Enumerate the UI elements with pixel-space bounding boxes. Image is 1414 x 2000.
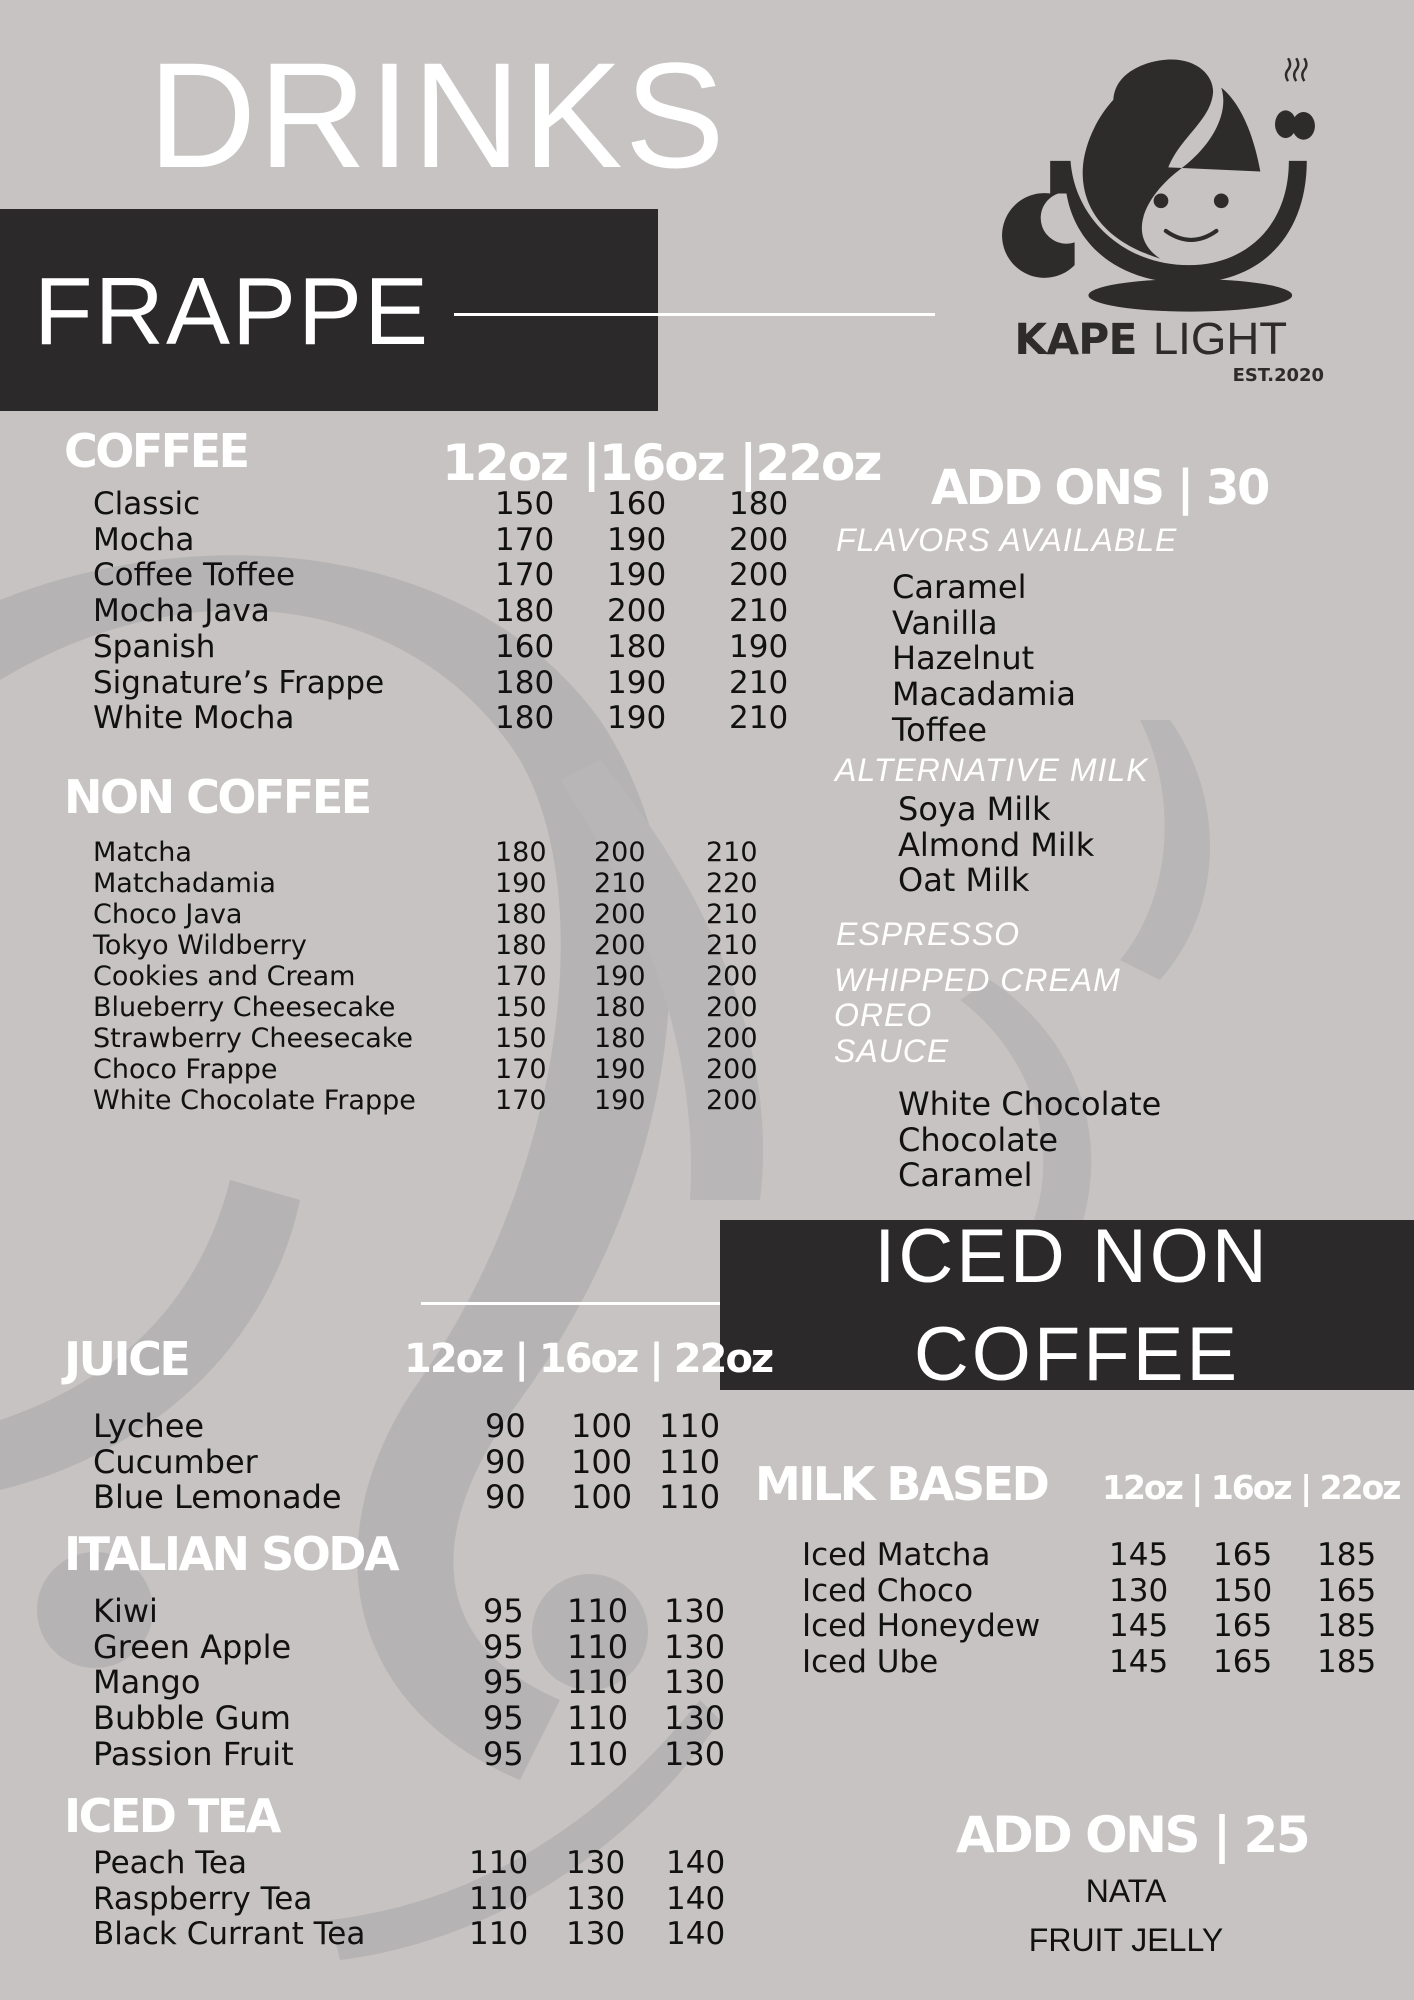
menu-item-name: White Mocha <box>93 700 295 737</box>
add-on-item: NATA <box>1085 1873 1167 1909</box>
menu-item-row <box>93 664 789 702</box>
juice-menu-list <box>93 1407 721 1517</box>
coffee-menu-list <box>93 486 789 737</box>
menu-item-price: 95 <box>483 1592 524 1630</box>
menu-item-price: 110 <box>469 1916 529 1952</box>
menu-item-name: Green Apple <box>93 1627 292 1666</box>
divider-line <box>454 313 935 316</box>
menu-item-price: 210 <box>729 700 789 737</box>
add-on-item: Chocolate <box>898 1120 1059 1159</box>
menu-item-row <box>93 1845 726 1882</box>
menu-item-price: 95 <box>483 1699 524 1738</box>
menu-item-price: 140 <box>666 1880 726 1917</box>
menu-item-row <box>93 1592 726 1630</box>
add-on-item: Oat Milk <box>898 861 1030 900</box>
menu-item-price: 110 <box>567 1699 629 1738</box>
menu-item-price: 150 <box>1213 1572 1273 1609</box>
menu-item-name: Mocha Java <box>93 593 270 630</box>
section-heading-milk-based: MILK BASED <box>755 1457 1048 1511</box>
menu-item-price: 140 <box>666 1916 726 1952</box>
menu-item-row <box>93 1442 721 1481</box>
add-on-item: FRUIT JELLY <box>1028 1922 1224 1958</box>
menu-item-price: 170 <box>495 1054 547 1085</box>
menu-item-price: 190 <box>729 628 789 665</box>
menu-item-row <box>93 899 758 930</box>
menu-item-price: 180 <box>607 628 667 665</box>
oreo-label: OREO <box>834 997 933 1033</box>
menu-item-row <box>93 557 789 594</box>
section-heading-non-coffee: NON COFFEE <box>64 770 370 824</box>
menu-item-price: 180 <box>495 837 547 868</box>
menu-item-price: 140 <box>666 1845 726 1881</box>
menu-item-row <box>93 961 758 992</box>
menu-item-name: Cucumber <box>93 1442 258 1481</box>
add-on-item: White Chocolate <box>898 1085 1162 1123</box>
add-on-item: Hazelnut <box>892 639 1035 678</box>
menu-item-price: 200 <box>729 557 789 594</box>
menu-item-price: 165 <box>1213 1608 1273 1645</box>
section-heading-italian-soda: ITALIAN SODA <box>64 1527 398 1581</box>
menu-item-name: Strawberry Cheesecake <box>93 1023 414 1054</box>
menu-item-name: Passion Fruit <box>93 1734 294 1773</box>
menu-item-price: 185 <box>1317 1537 1377 1573</box>
section-heading-iced-tea: ICED TEA <box>64 1789 279 1843</box>
espresso-label: ESPRESSO <box>836 916 1021 952</box>
menu-item-price: 130 <box>566 1845 626 1881</box>
menu-item-price: 180 <box>729 486 789 522</box>
kape-light-logo <box>985 22 1363 422</box>
menu-item-name: Peach Tea <box>93 1845 247 1881</box>
flavors-list <box>892 570 1076 749</box>
menu-item-price: 95 <box>483 1734 524 1773</box>
menu-item-row <box>93 521 789 559</box>
add-on-item: Toffee <box>892 710 988 749</box>
menu-item-price: 130 <box>664 1592 726 1630</box>
menu-item-price: 210 <box>729 593 789 630</box>
menu-item-row <box>93 700 789 737</box>
menu-item-name: Black Currant Tea <box>93 1916 366 1952</box>
menu-item-price: 200 <box>706 1054 758 1085</box>
section-heading-juice: JUICE <box>64 1332 189 1386</box>
menu-item-price: 100 <box>571 1478 633 1517</box>
menu-item-price: 180 <box>495 700 555 737</box>
menu-item-name: Choco Frappe <box>93 1054 278 1085</box>
menu-item-price: 190 <box>594 1054 646 1085</box>
frappe-banner-label: FRAPPE <box>34 258 431 365</box>
menu-item-price: 210 <box>729 664 789 701</box>
menu-item-row <box>802 1537 1377 1574</box>
menu-item-name: Iced Ube <box>802 1644 939 1681</box>
menu-item-name: Mango <box>93 1663 201 1702</box>
menu-item-row <box>93 628 789 666</box>
non-coffee-menu-list <box>93 837 758 1116</box>
menu-item-price: 165 <box>1317 1572 1377 1609</box>
menu-item-name: Cookies and Cream <box>93 961 356 992</box>
menu-item-row <box>93 486 789 523</box>
menu-item-price: 145 <box>1109 1608 1169 1645</box>
menu-item-price: 190 <box>495 868 547 899</box>
menu-item-name: Bubble Gum <box>93 1699 291 1738</box>
menu-item-price: 150 <box>495 486 555 522</box>
menu-item-price: 200 <box>706 992 758 1023</box>
add-on-item: Soya Milk <box>898 790 1051 828</box>
menu-item-price: 200 <box>706 1023 758 1054</box>
svg-text:LIGHT: LIGHT <box>1152 312 1288 364</box>
sauce-list <box>898 1087 1161 1194</box>
menu-item-price: 190 <box>607 700 667 737</box>
menu-item-row <box>93 1663 726 1702</box>
menu-item-price: 90 <box>485 1442 526 1481</box>
alternative-milk-label: ALTERNATIVE MILK <box>835 752 1149 788</box>
menu-item-row <box>93 1627 726 1666</box>
whipped-cream-label: WHIPPED CREAM <box>834 962 1121 998</box>
menu-item-price: 170 <box>495 557 555 594</box>
sauce-label: SAUCE <box>834 1033 950 1069</box>
menu-item-price: 180 <box>495 664 555 701</box>
menu-item-price: 180 <box>594 992 646 1023</box>
size-header-coffee: 12oz |16oz |22oz <box>442 434 881 492</box>
add-on-item: Caramel <box>892 568 1027 606</box>
menu-item-price: 130 <box>664 1627 726 1666</box>
menu-item-price: 110 <box>469 1845 529 1881</box>
menu-item-price: 145 <box>1109 1537 1169 1573</box>
menu-item-name: Mocha <box>93 521 195 558</box>
menu-item-row <box>93 1054 758 1085</box>
menu-item-price: 150 <box>495 1023 547 1054</box>
menu-item-price: 160 <box>495 628 555 665</box>
menu-item-name: Choco Java <box>93 899 243 930</box>
menu-item-row <box>93 1085 758 1116</box>
section-heading-coffee: COFFEE <box>64 424 248 478</box>
menu-item-price: 190 <box>594 1085 646 1116</box>
menu-item-row <box>93 1023 758 1054</box>
menu-item-row <box>802 1572 1377 1610</box>
menu-item-price: 200 <box>729 521 789 558</box>
iced-banner-line2: COFFEE <box>913 1312 1241 1397</box>
menu-item-price: 210 <box>594 868 646 899</box>
menu-item-price: 110 <box>567 1627 629 1666</box>
menu-item-price: 210 <box>706 930 758 961</box>
menu-item-price: 110 <box>659 1407 721 1445</box>
menu-item-row <box>93 868 758 899</box>
menu-item-row <box>93 992 758 1023</box>
menu-item-row <box>93 1880 726 1918</box>
menu-item-price: 190 <box>594 961 646 992</box>
menu-item-price: 165 <box>1213 1644 1273 1681</box>
menu-item-price: 130 <box>566 1916 626 1952</box>
menu-item-price: 110 <box>469 1880 529 1917</box>
menu-item-price: 150 <box>495 992 547 1023</box>
svg-text:KAPE: KAPE <box>1014 314 1137 364</box>
menu-item-price: 170 <box>495 521 555 558</box>
menu-item-price: 180 <box>495 899 547 930</box>
add-on-item: Vanilla <box>892 603 998 642</box>
menu-item-name: Raspberry Tea <box>93 1880 313 1917</box>
menu-item-price: 170 <box>495 1085 547 1116</box>
menu-item-name: Coffee Toffee <box>93 557 296 594</box>
menu-item-row <box>802 1644 1377 1681</box>
menu-item-price: 190 <box>607 521 667 558</box>
menu-item-price: 110 <box>659 1442 721 1481</box>
menu-item-name: Blueberry Cheesecake <box>93 992 396 1023</box>
menu-item-price: 100 <box>571 1442 633 1481</box>
menu-item-row <box>93 1699 726 1738</box>
menu-item-price: 110 <box>567 1734 629 1773</box>
menu-item-price: 200 <box>594 930 646 961</box>
menu-item-price: 110 <box>567 1663 629 1702</box>
menu-item-price: 130 <box>664 1734 726 1773</box>
menu-item-name: Matchadamia <box>93 868 276 899</box>
menu-item-price: 170 <box>495 961 547 992</box>
iced-banner-line1: ICED NON <box>874 1214 1270 1299</box>
svg-text:EST.2020: EST.2020 <box>1232 364 1324 386</box>
menu-item-price: 130 <box>664 1699 726 1738</box>
menu-item-price: 110 <box>567 1592 629 1630</box>
menu-item-price: 180 <box>495 593 555 630</box>
size-header-milk-based: 12oz | 16oz | 22oz <box>1102 1468 1400 1507</box>
menu-item-price: 160 <box>607 486 667 522</box>
menu-item-name: Iced Choco <box>802 1572 974 1609</box>
menu-item-price: 165 <box>1213 1537 1273 1573</box>
menu-item-name: Iced Honeydew <box>802 1608 1041 1645</box>
menu-item-price: 130 <box>566 1880 626 1917</box>
menu-item-name: Tokyo Wildberry <box>93 930 307 961</box>
menu-item-name: Spanish <box>93 628 216 665</box>
menu-item-price: 95 <box>483 1627 524 1666</box>
menu-item-price: 200 <box>594 899 646 930</box>
menu-item-row <box>802 1608 1377 1645</box>
menu-item-name: Iced Matcha <box>802 1537 991 1573</box>
menu-item-name: White Chocolate Frappe <box>93 1085 416 1116</box>
menu-item-row <box>93 593 789 630</box>
milk-based-menu-list <box>802 1537 1377 1681</box>
menu-item-price: 90 <box>485 1478 526 1517</box>
menu-item-name: Classic <box>93 486 201 522</box>
menu-item-price: 100 <box>571 1407 633 1445</box>
menu-item-price: 200 <box>594 837 646 868</box>
menu-item-price: 185 <box>1317 1644 1377 1681</box>
menu-item-row <box>93 1916 726 1953</box>
menu-item-price: 200 <box>706 961 758 992</box>
menu-item-row <box>93 1407 721 1445</box>
menu-item-price: 185 <box>1317 1608 1377 1645</box>
menu-item-row <box>93 1734 726 1773</box>
italian-soda-menu-list <box>93 1592 726 1773</box>
menu-item-price: 130 <box>1109 1572 1169 1609</box>
menu-item-price: 130 <box>664 1663 726 1702</box>
size-header-juice: 12oz | 16oz | 22oz <box>404 1336 773 1382</box>
menu-item-name: Signature’s Frappe <box>93 664 385 701</box>
menu-item-price: 200 <box>607 593 667 630</box>
menu-item-row <box>93 930 758 961</box>
alternative-milk-list <box>898 792 1094 899</box>
menu-item-row <box>93 837 758 868</box>
menu-item-name: Lychee <box>93 1407 205 1445</box>
add-on-item: Macadamia <box>892 675 1077 714</box>
menu-item-price: 220 <box>706 868 758 899</box>
menu-item-price: 210 <box>706 899 758 930</box>
menu-item-price: 200 <box>706 1085 758 1116</box>
menu-item-name: Blue Lemonade <box>93 1478 342 1517</box>
menu-item-price: 180 <box>594 1023 646 1054</box>
menu-item-price: 90 <box>485 1407 526 1445</box>
add-on-item: Almond Milk <box>898 825 1095 864</box>
page-title: DRINKS <box>148 31 727 199</box>
menu-item-name: Kiwi <box>93 1592 158 1630</box>
menu-item-price: 110 <box>659 1478 721 1517</box>
menu-item-price: 95 <box>483 1663 524 1702</box>
iced-tea-menu-list <box>93 1845 726 1953</box>
add-ons-25-heading: ADD ONS | 25 <box>956 1806 1309 1864</box>
menu-item-row <box>93 1478 721 1517</box>
menu-item-price: 180 <box>495 930 547 961</box>
menu-item-name: Matcha <box>93 837 192 868</box>
menu-item-price: 210 <box>706 837 758 868</box>
menu-item-price: 190 <box>607 664 667 701</box>
menu-item-price: 145 <box>1109 1644 1169 1681</box>
flavors-label: FLAVORS AVAILABLE <box>836 522 1178 558</box>
add-on-item: Caramel <box>898 1156 1033 1195</box>
add-ons-30-heading: ADD ONS | 30 <box>931 460 1268 516</box>
menu-item-price: 190 <box>607 557 667 594</box>
